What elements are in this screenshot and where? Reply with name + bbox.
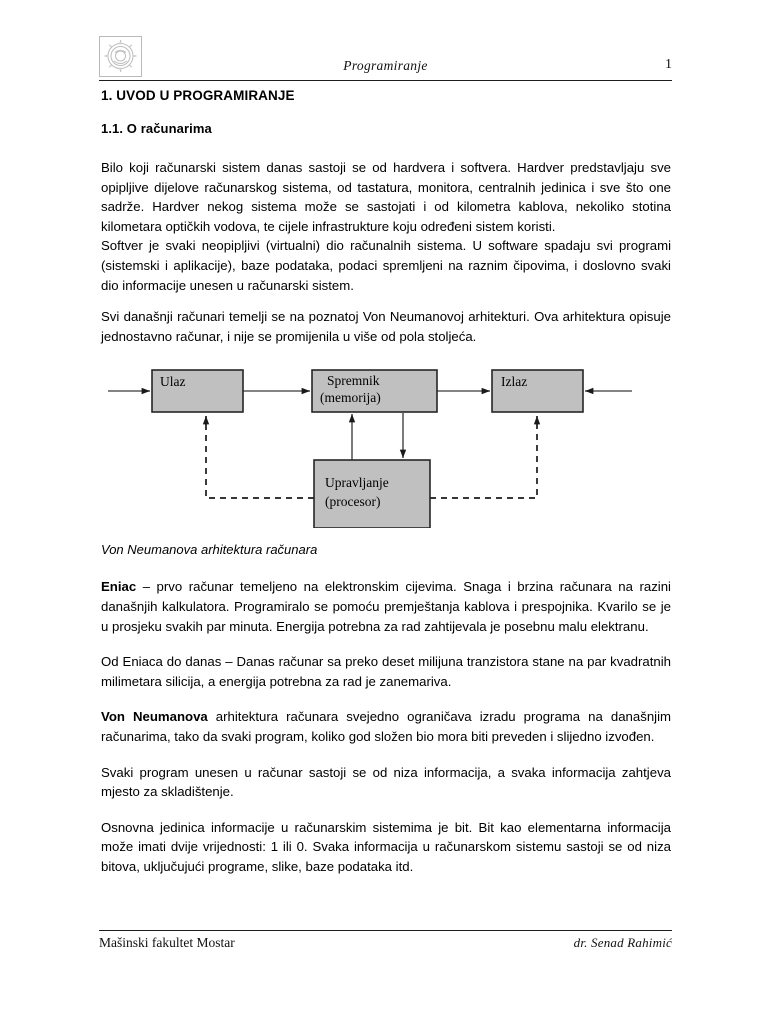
edge-upravljanje-to-izlaz-dashed — [430, 416, 537, 498]
page-number: 1 — [665, 57, 672, 72]
paragraph-bit: Osnovna jedinica informacije u računarskim sistemima je bit. Bit kao elementarna informacija može imati dvije vrijednosti: 1 ili 0. Svaka informacija u računarskom sistemu sastoji se od niza bitova, uključujući programe, slike, baze podataka itd. — [101, 819, 671, 874]
paragraph-eniac-rest: – prvo računar temeljeno na elektronskim cijevima. Snaga i brzina računara na razini današnjih kalkulatora. Programiralo se pomoću premještanja kablova i prespojnika. Kvarilo se je u prosjeku svakih par minuta. Energija potrebna za rad zahtijevala je posebnu malu elektranu. — [101, 579, 671, 634]
figure-caption: Von Neumanova arhitektura računara — [101, 542, 318, 558]
footer-institution: Mašinski fakultet Mostar — [99, 935, 235, 950]
footer-divider — [99, 930, 672, 931]
subsection-heading: 1.1. O računarima — [101, 121, 212, 136]
paragraph-von-neumann-intro: Svi današnji računari temelji se na poznatoj Von Neumanovoj arhitekturi. Ova arhitektura opisuje jednostavno računar, i nije se promijenila u više od pola stoljeća. — [101, 309, 671, 344]
edge-upravljanje-to-ulaz-dashed — [206, 416, 314, 498]
von-neumann-diagram — [101, 360, 671, 528]
paragraph-eniac-lead: Eniac — [101, 579, 137, 595]
diagram-label-upravljanje-line1: Upravljanje — [325, 475, 389, 491]
page-header — [99, 36, 672, 80]
page-footer — [99, 935, 672, 955]
paragraph-hardware: Bilo koji računarski sistem danas sastoji se od hardvera i softvera. Hardver predstavljaju sve opipljive dijelove računarskog sistema, od tastatura, monitora, centralnih jedinica i sve što one sadrže. Hardver nekog sistema može se sastojati i od kilometra kablova, nekoliko stotina kilometara optičkih vodova, te cijele infrastrukture koju određeni sistem koristi. — [101, 160, 671, 234]
header-divider — [99, 80, 672, 81]
paragraph-software: Softver je svaki neopipljivi (virtualni) dio računalnih sistema. U software spadaju svi programi (sistemski i aplikacije), baze podataka, podaci spremljeni na raznim čipovima, i doslovno svaki dio informacije unesen u računarski sistem. — [101, 238, 671, 293]
paragraph-von-neumanova-lead: Von Neumanova — [101, 709, 208, 725]
paragraph-von-neumanova — [101, 707, 671, 746]
diagram-label-spremnik-line2: (memorija) — [320, 390, 381, 406]
paragraph-eniac — [101, 577, 671, 636]
paragraph-von-neumanova-rest: arhitektura računara svejedno ograničava izradu programa na današnjim računarima, tako da svaki program, koliko god složen bio mora biti preveden i slijedno izvođen. — [101, 709, 671, 744]
section-heading: 1. UVOD U PROGRAMIRANJE — [101, 88, 295, 103]
paragraph-od-eniaca: Od Eniaca do danas – Danas računar sa preko deset milijuna tranzistora stane na par kvadratnih milimetara silicija, a energija potrebna za rad je zanemariva. — [101, 654, 671, 689]
diagram-label-izlaz: Izlaz — [501, 374, 528, 390]
diagram-label-spremnik-line1: Spremnik — [327, 373, 380, 389]
header-title: Programiranje — [343, 58, 428, 73]
paragraph-program-info: Svaki program unesen u računar sastoji se od niza informacija, a svaka informacija zahtjeva mjesto za skladištenje. — [101, 764, 671, 800]
diagram-label-ulaz: Ulaz — [160, 374, 186, 390]
diagram-label-upravljanje-line2: (procesor) — [325, 494, 381, 510]
document-body — [101, 88, 671, 876]
footer-author: dr. Senad Rahimić — [573, 935, 672, 950]
